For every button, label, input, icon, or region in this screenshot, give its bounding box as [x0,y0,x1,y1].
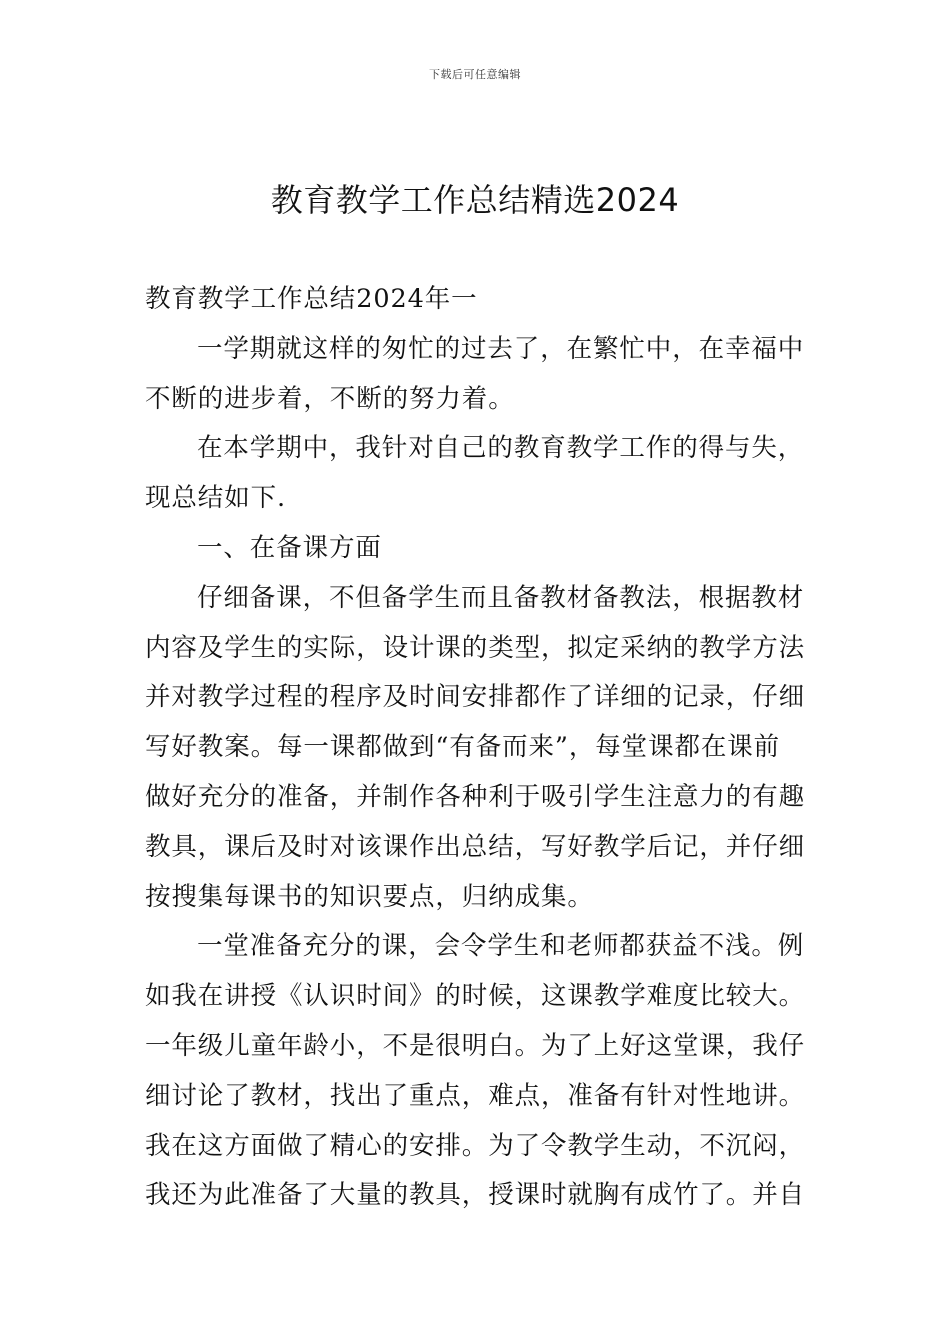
body-line: 如我在讲授《认识时间》的时候，这课教学难度比较大。 [145,981,806,1012]
body-line: 做好充分的准备，并制作各种利于吸引学生注意力的有趣 [145,781,806,812]
body-line: 教育教学工作总结2024年一 [145,284,478,314]
body-line: 一学期就这样的匆忙的过去了，在繁忙中，在幸福中 [197,333,805,364]
body-line: 细讨论了教材，找出了重点，难点，准备有针对性地讲。 [145,1080,806,1111]
body-line: 并对教学过程的程序及时间安排都作了详细的记录，仔细 [145,682,806,713]
body-line: 按搜集每课书的知识要点，归纳成集。 [145,881,594,912]
body-line: 我还为此准备了大量的教具，授课时就胸有成竹了。并自 [145,1180,806,1211]
body-line: 我在这方面做了精心的安排。为了令教学生动，不沉闷， [145,1130,806,1161]
body-line: 一堂准备充分的课，会令学生和老师都获益不浅。例 [197,931,805,962]
body-line: 写好教案。每一课都做到“有备而来”，每堂课都在课前 [145,732,781,763]
body-line: 内容及学生的实际，设计课的类型，拟定采纳的教学方法 [145,632,806,663]
body-line: 在本学期中，我针对自己的教育教学工作的得与失， [197,433,805,464]
body-line: 教具，课后及时对该课作出总结，写好教学后记，并仔细 [145,831,806,862]
body-line: 不断的进步着，不断的努力着。 [145,383,515,414]
body-line: 一、在备课方面 [197,532,382,563]
header-note: 下载后可任意编辑 [429,68,521,81]
body-line: 现总结如下. [145,483,287,514]
document-title: 教育教学工作总结精选2024 [270,181,680,219]
body-line: 仔细备课，不但备学生而且备教材备教法，根据教材 [197,582,805,613]
body-line: 一年级儿童年龄小，不是很明白。为了上好这堂课，我仔 [145,1030,806,1061]
document-body [145,276,807,1222]
